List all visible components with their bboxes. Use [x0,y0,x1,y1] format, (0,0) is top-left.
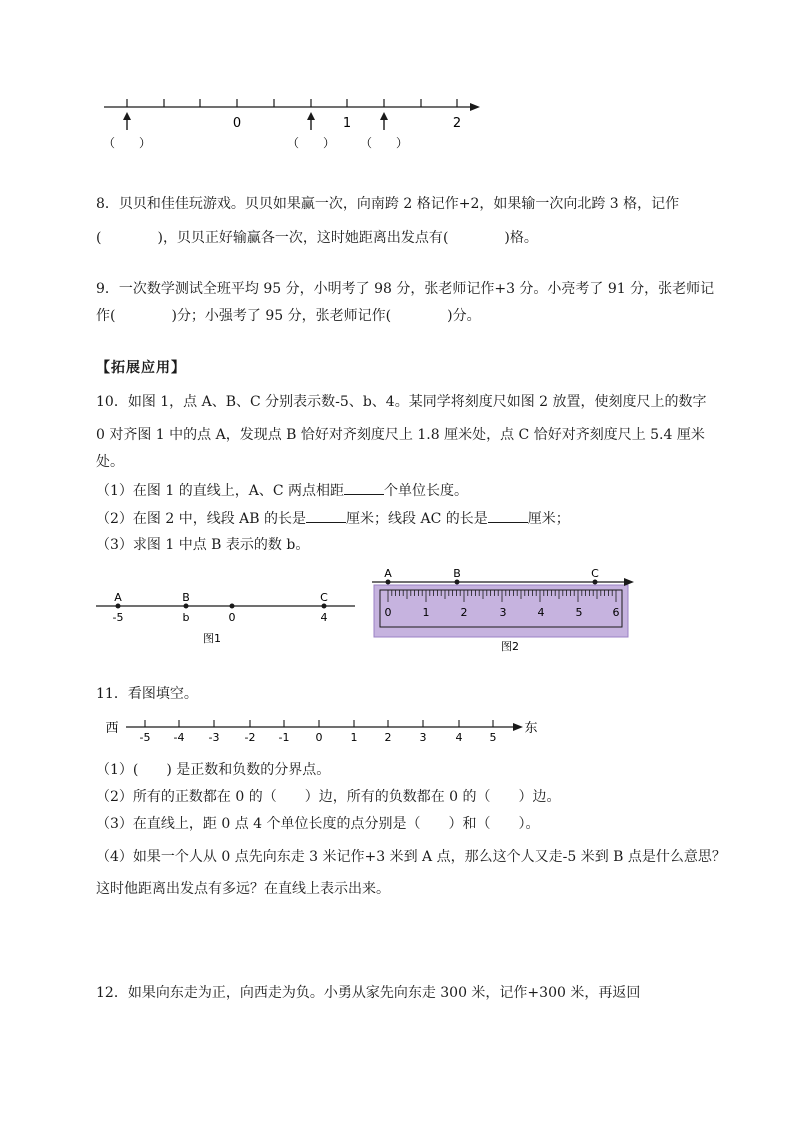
up-arrow-icon [307,112,315,130]
point-letter: B [182,591,190,604]
ruler-point-B [455,580,460,585]
ruler-number: 2 [460,606,468,619]
q9-blank-1[interactable]: 作( ) [96,308,177,324]
point-value: 4 [320,611,328,624]
point-value: b [182,611,190,624]
q9-line2 [96,306,481,326]
point-letter: A [384,567,392,580]
q11-sub4-line2: 这时他距离出发点有多远？在直线上表示出来。 [96,881,390,897]
tick-label: 2 [452,116,462,131]
tick-label: 5 [489,731,497,744]
q11-number-line [0,710,794,745]
tick-label: 1 [342,116,352,131]
point-value: -5 [112,611,124,624]
q8-text: 格。 [509,230,538,246]
tick-label: -2 [244,731,256,744]
q9-text: 分；小强考了 95 分，张老师记作( ) [176,308,453,324]
answer-paren[interactable]: （ ） [359,136,409,150]
point-letter: C [320,591,328,604]
ruler-point-C [593,580,598,585]
tick-label: 2 [384,731,392,744]
q8-line2 [96,228,538,248]
ruler-number: 1 [422,606,430,619]
ruler-point-A [386,580,391,585]
figure-2-ruler [0,560,794,655]
q10-sub1-text: 个单位长度。 [384,483,468,499]
q8-text: ，贝贝正好输赢各一次，这时她距离出发点有 [162,230,443,246]
q11-sub4-line1: （4）如果一个人从 0 点先向东走 3 米记作+3 米到 A 点，那么这个人又走-5 米到 B 点是什么意思？ [96,849,726,865]
q12-line1: 12．如果向东走为正，向西走为负。小勇从家先向东走 300 米，记作+300 米，再返回 [96,985,641,1001]
q9-text: 分。 [452,308,481,324]
q10-sub3: （3）求图 1 中点 B 表示的数 b。 [96,537,310,553]
q10-line1: 10．如图 1，点 A、B、C 分别表示数-5、b、4。某同学将刻度尺如图 2 放置，使刻度尺上的数字 [96,394,707,410]
tick-label: 0 [315,731,323,744]
q10-sub2-blank-ac[interactable] [488,508,528,523]
q10-sub2-text: 厘米；线段 AC 的长是 [346,511,488,527]
tick-label: -1 [278,731,290,744]
q8-blank-2[interactable]: ( ) [442,230,510,246]
q10-sub1-text: （1）在图 1 的直线上，A、C 两点相距 [96,483,344,499]
figure-caption: 图1 [203,632,221,645]
q10-sub2-blank-ab[interactable] [306,508,346,523]
q10-sub2-text: （2）在图 2 中，线段 AB 的长是 [96,511,307,527]
q11-sub3: （3）在直线上，距 0 点 4 个单位长度的点分别是（ ）和（ ）。 [96,816,540,832]
q8-line1: 8．贝贝和佳佳玩游戏。贝贝如果赢一次，向南跨 2 格记作+2，如果输一次向北跨 3 格，记作 [96,196,680,212]
q10-sub1 [96,480,468,501]
ruler-number: 0 [384,606,392,619]
q8-blank-1[interactable]: ( ) [96,230,163,246]
west-label: 西 [105,721,119,736]
tick-label: -5 [139,731,151,744]
up-arrow-icon [123,112,131,130]
up-arrow-icon [380,112,388,130]
q10-sub2-text: 厘米； [527,511,570,527]
ruler-number: 3 [499,606,507,619]
point-value: 0 [228,611,236,624]
point-letter: A [114,591,122,604]
q10-line2: 0 对齐图 1 中的点 A，发现点 B 恰好对齐刻度尺上 1.8 厘米处，点 C 恰好对齐刻度尺上 5.4 厘米 [96,427,705,443]
q11-line1: 11．看图填空。 [96,686,198,702]
figure-caption: 图2 [501,640,519,653]
tick-label: 3 [419,731,427,744]
tick-label: 4 [455,731,463,744]
answer-paren[interactable]: （ ） [102,136,152,150]
q11-sub2: （2）所有的正数都在 0 的（ ）边，所有的负数都在 0 的（ ）边。 [96,789,561,805]
answer-paren[interactable]: （ ） [286,136,336,150]
q9-line1: 9．一次数学测试全班平均 95 分，小明考了 98 分，张老师记作+3 分。小亮考了 91 分，张老师记 [96,281,715,297]
east-label: 东 [524,721,538,736]
q10-sub2 [96,508,570,529]
ruler-number: 5 [575,606,583,619]
top-number-line [0,0,794,160]
tick-label: -3 [208,731,220,744]
q10-sub1-blank[interactable] [344,480,384,495]
point-letter: C [591,567,599,580]
tick-label: -4 [173,731,185,744]
section-heading: 【拓展应用】 [96,360,186,376]
q11-sub1: （1）( ) 是正数和负数的分界点。 [96,762,331,778]
point-letter: B [453,567,461,580]
ruler-number: 4 [537,606,545,619]
q10-line3: 处。 [96,454,124,470]
ruler-number: 6 [612,606,620,619]
tick-label: 1 [350,731,358,744]
tick-label: 0 [232,116,242,131]
